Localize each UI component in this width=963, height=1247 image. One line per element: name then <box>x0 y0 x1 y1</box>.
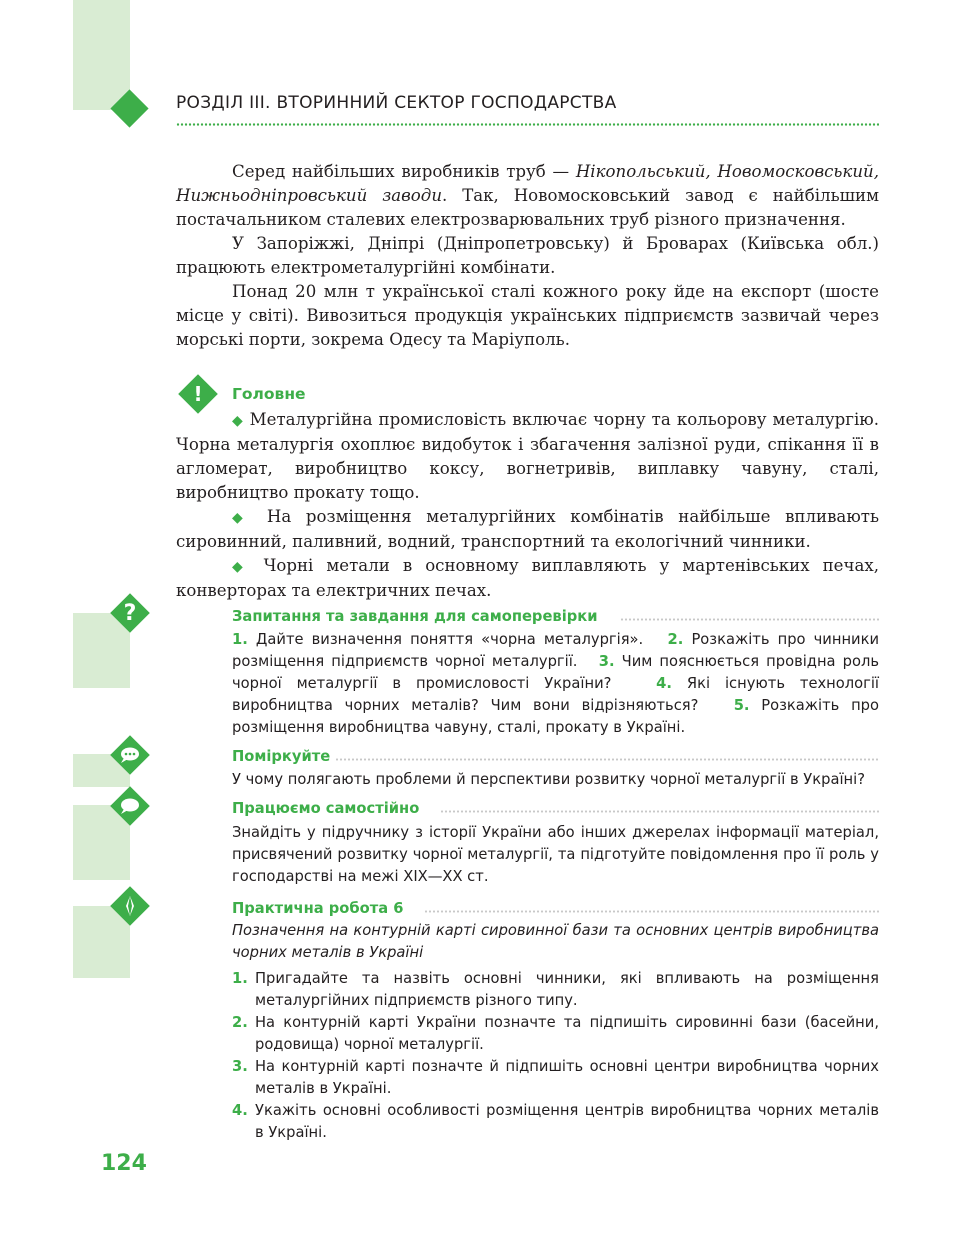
think-dotted-line <box>335 757 879 762</box>
speech-dots-icon <box>110 735 150 775</box>
section-header: РОЗДІЛ III. ВТОРИННИЙ СЕКТОР ГОСПОДАРСТВА <box>176 93 617 113</box>
practical-dotted-line <box>424 909 879 914</box>
questions-title: Запитання та завдання для самоперевірки <box>232 608 598 625</box>
main-point: ◆ Чорні метали в основному виплавляють у мартенівських печах, конверторах та електричних печах. <box>176 556 879 600</box>
speech-bubble-icon <box>110 786 150 826</box>
intro-text <box>176 160 879 352</box>
diamond-bullet-icon: ◆ <box>232 559 251 575</box>
think-title: Поміркуйте <box>232 748 331 765</box>
questions-list: 1. Дайте визначення поняття «чорна металургія». 2. Розкажіть про чинники розміщення підприємств чорної металургії. 3. Чим пояснюється провідна роль чорної металургії в промисловості України? 4. Які існують технології виробництва чорних металів? Чим вони відрізняються? 5. Розкажіть про розміщення виробництва чавуну, сталі, прокату в Україні. <box>232 631 880 736</box>
intro-paragraph-3: Понад 20 млн т української сталі кожного року йде на експорт (шосте місце у світі). Вивозиться продукція українських підприємств зазвичай через морські порти, зокрема Одесу та Маріуполь. <box>176 282 879 349</box>
page-number: 124 <box>101 1151 147 1176</box>
diamond-bullet-icon: ◆ <box>232 510 253 526</box>
independent-text: Знайдіть у підручнику з історії України або інших джерелах інформації матеріал, присвячений розвитку чорної металургії, та підготуйте повідомлення про її роль у господарстві на межі XIX—XX ст. <box>232 824 879 885</box>
header-dotted-line <box>176 122 879 127</box>
practical-step: 2. На контурній карті України позначте та підпишіть сировинні бази (басейни, родовища) чорної металургії. <box>232 1014 879 1053</box>
diamond-bullet-icon: ◆ <box>232 413 244 429</box>
compass-icon <box>110 886 150 926</box>
think-text: У чому полягають проблеми й перспективи розвитку чорної металургії в Україні? <box>232 771 866 788</box>
practical-step: 1. Пригадайте та назвіть основні чинники, які впливають на розміщення металургійних підприємств різного типу. <box>232 970 879 1009</box>
practical-subtitle: Позначення на контурній карті сировинної бази та основних центрів виробництва чорних металів в Україні <box>232 922 879 961</box>
question-mark-icon: ? <box>110 593 150 633</box>
independent-dotted-line <box>440 809 879 814</box>
practical-step: 3. На контурній карті позначте й підпишіть основні центри виробництва чорних металів в Україні. <box>232 1058 879 1097</box>
exclamation-icon: ! <box>178 374 218 414</box>
questions-dotted-line <box>620 617 879 622</box>
main-points-list <box>176 408 879 603</box>
practical-title: Практична робота 6 <box>232 900 404 917</box>
main-point: ◆ На розміщення металургійних комбінатів найбільше впливають сировинний, паливний, водний, транспортний та екологічний чинники. <box>176 507 879 551</box>
intro-paragraph-1: Серед найбільших виробників труб — Нікопольський, Новомосковський, Нижньодніпровський заводи. Так, Новомосковський завод є найбільшим постачальником сталевих електрозварювальних труб різного призначення. <box>176 162 880 229</box>
main-points-title: Головне <box>232 385 306 403</box>
independent-title: Працюємо самостійно <box>232 800 420 817</box>
header-tab <box>73 0 130 110</box>
practical-step: 4. Укажіть основні особливості розміщення центрів виробництва чорних металів в Україні. <box>232 1102 879 1141</box>
intro-paragraph-2: У Запоріжжі, Дніпрі (Дніпропетровську) й Броварах (Київська обл.) працюють електрометалургійні комбінати. <box>176 234 879 277</box>
main-point: ◆ Металургійна промисловість включає чорну та кольорову металургію. Чорна металургія охоплює видобуток і збагачення залізної руди, спікання її в агломерат, виробництво коксу, вогнетривів, виплавку чавуну, сталі, виробництво прокату тощо. <box>176 410 879 502</box>
